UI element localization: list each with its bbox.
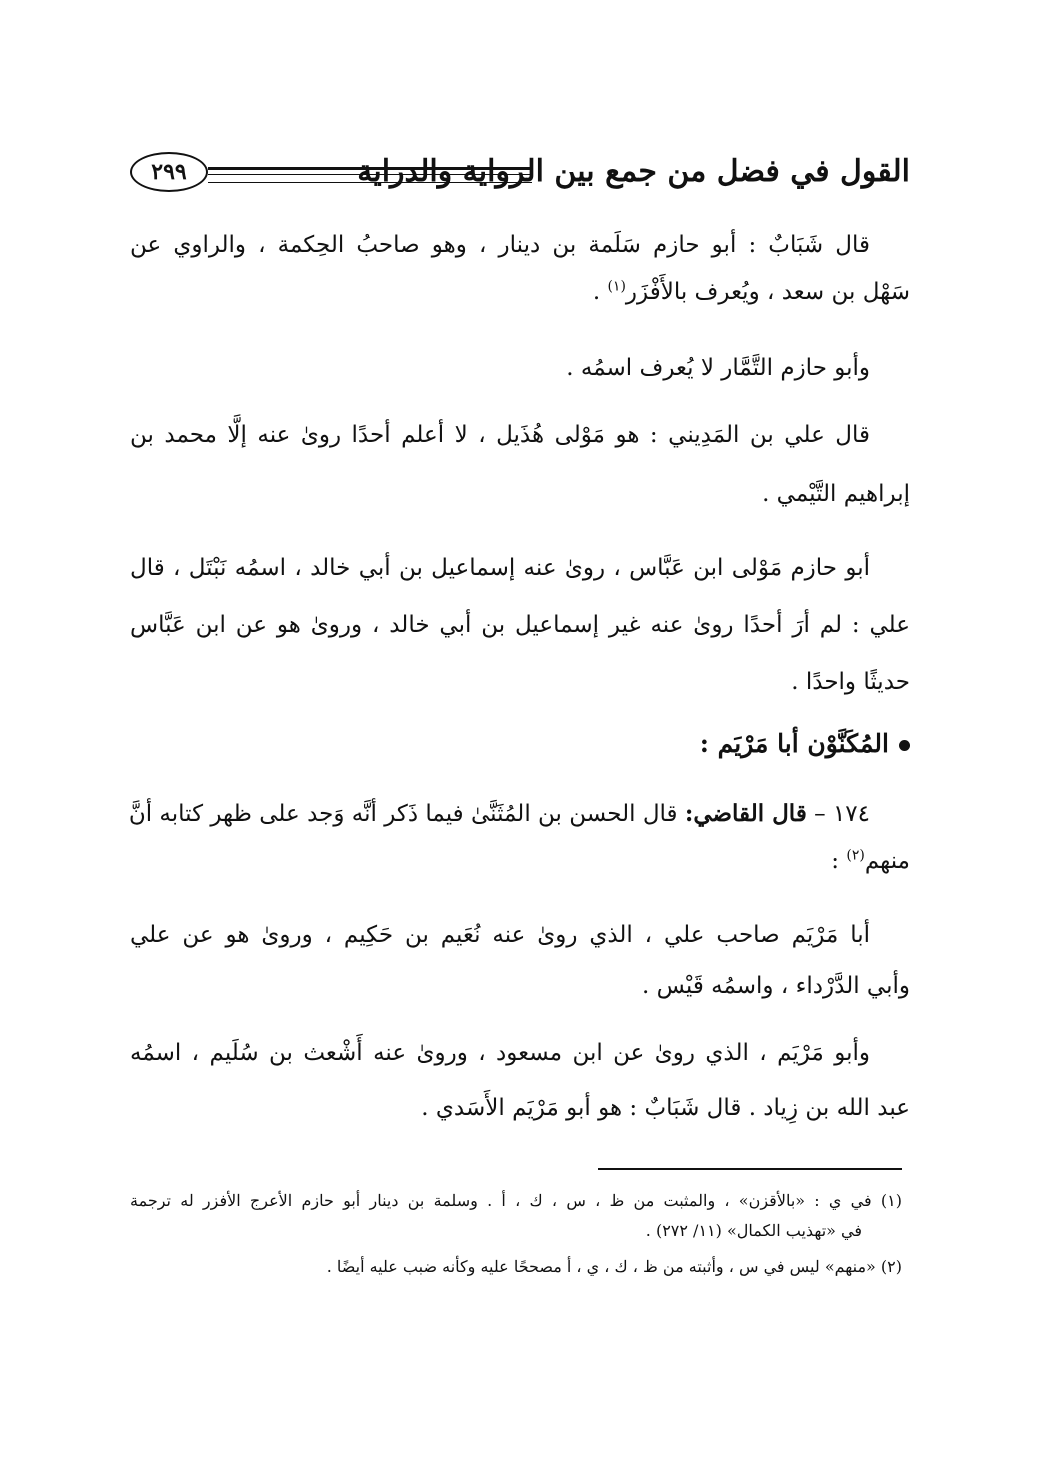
paragraph-line: حديثًا واحدًا .: [791, 669, 910, 695]
paragraph-6: [130, 912, 910, 1010]
header-double-rule: [208, 167, 532, 183]
section-heading: [130, 720, 910, 767]
paragraph-text: منهم: [864, 848, 910, 874]
paragraph-text: قال الحسن بن المُثَنَّىٰ فيما ذَكر أنَّه وَجد على ظهر كتابه أنَّ: [128, 801, 685, 827]
paragraph-2: [130, 345, 910, 392]
footnote-1-line: في «تهذيب الكمال» (١١/ ٢٧٢) .: [645, 1221, 862, 1240]
paragraph-line: قال علي بن المَدِيني : هو مَوْلى هُذَيل ، لا أعلم أحدًا روىٰ عنه إلَّا محمد بن: [130, 422, 870, 448]
footnote-separator: [598, 1168, 902, 1170]
paragraph-line: عبد الله بن زِياد . قال شَبَابٌ : هو أبو مَرْيَم الأَسَدي .: [421, 1095, 910, 1121]
footnote-2-line: (٢) «منهم» ليس في س ، وأثبته من ظ ، ك ، ي ، أ مصححًا عليه وكأنه ضبب عليه أيضًا .: [326, 1257, 902, 1276]
paragraph-5: [130, 790, 910, 885]
paragraph-line: علي : لم أرَ أحدًا روىٰ عنه غير إسماعيل بن أبي خالد ، وروىٰ هو عن ابن عَبَّاس: [130, 612, 910, 638]
paragraph-1: [130, 222, 910, 316]
page-number-badge: [130, 152, 208, 192]
entry-number: ١٧٤ –: [806, 801, 870, 827]
paragraph-7: [130, 1030, 910, 1132]
paragraph-4: [130, 545, 910, 706]
paragraph-text: .: [592, 279, 608, 305]
heading-text: المُكَنَّوْن أبا مَرْيَم :: [699, 729, 889, 758]
footnote-ref-1: (١): [607, 278, 626, 295]
paragraph-line: إبراهيم التَّيْمي .: [762, 481, 910, 507]
paragraph-text: سَهْل بن سعد ، ويُعرف بالأَفْزَر: [625, 279, 910, 305]
header-title: القول في فضل من جمع بين الرواية والدراية: [357, 154, 910, 189]
footnote-1-line: (١) في ي : «بالأقزن» ، والمثبت من ظ ، س ، ك ، أ . وسلمة بن دينار أبو حازم الأعرج الأفزر له ترجمة: [130, 1191, 902, 1210]
paragraph-line: أبا مَرْيَم صاحب علي ، الذي روىٰ عنه نُعَيم بن حَكِيم ، وروىٰ هو عن علي: [130, 922, 870, 948]
footnote-ref-2: (٢): [846, 847, 865, 864]
paragraph-3: [130, 412, 910, 518]
paragraph-line: [130, 838, 910, 885]
paragraph-line: [130, 790, 910, 838]
paragraph-line: [130, 269, 910, 316]
paragraph-line: وأبي الدَّرْداء ، واسمُه قَيْس .: [641, 973, 910, 999]
page-number: ٢٩٩: [151, 159, 187, 185]
paragraph-line: وأبو حازم التَّمَّار لا يُعرف اسمُه .: [566, 355, 870, 381]
bullet-icon: [899, 740, 910, 751]
running-header: [130, 150, 910, 202]
paragraph-line: قال شَبَابٌ : أبو حازم سَلَمة بن دينار ، وهو صاحبُ الحِكمة ، والراوي عن: [130, 232, 870, 258]
paragraph-line: أبو حازم مَوْلى ابن عَبَّاس ، روىٰ عنه إسماعيل بن أبي خالد ، اسمُه نَبْتَل ، قال: [130, 555, 870, 581]
footnotes: [130, 1186, 902, 1282]
paragraph-line: وأبو مَرْيَم ، الذي روىٰ عن ابن مسعود ، وروىٰ عنه أَشْعث بن سُلَيم ، اسمُه: [130, 1040, 870, 1066]
entry-label: قال القاضي:: [684, 800, 807, 827]
paragraph-text: :: [831, 848, 847, 874]
heading-line: [130, 720, 910, 767]
